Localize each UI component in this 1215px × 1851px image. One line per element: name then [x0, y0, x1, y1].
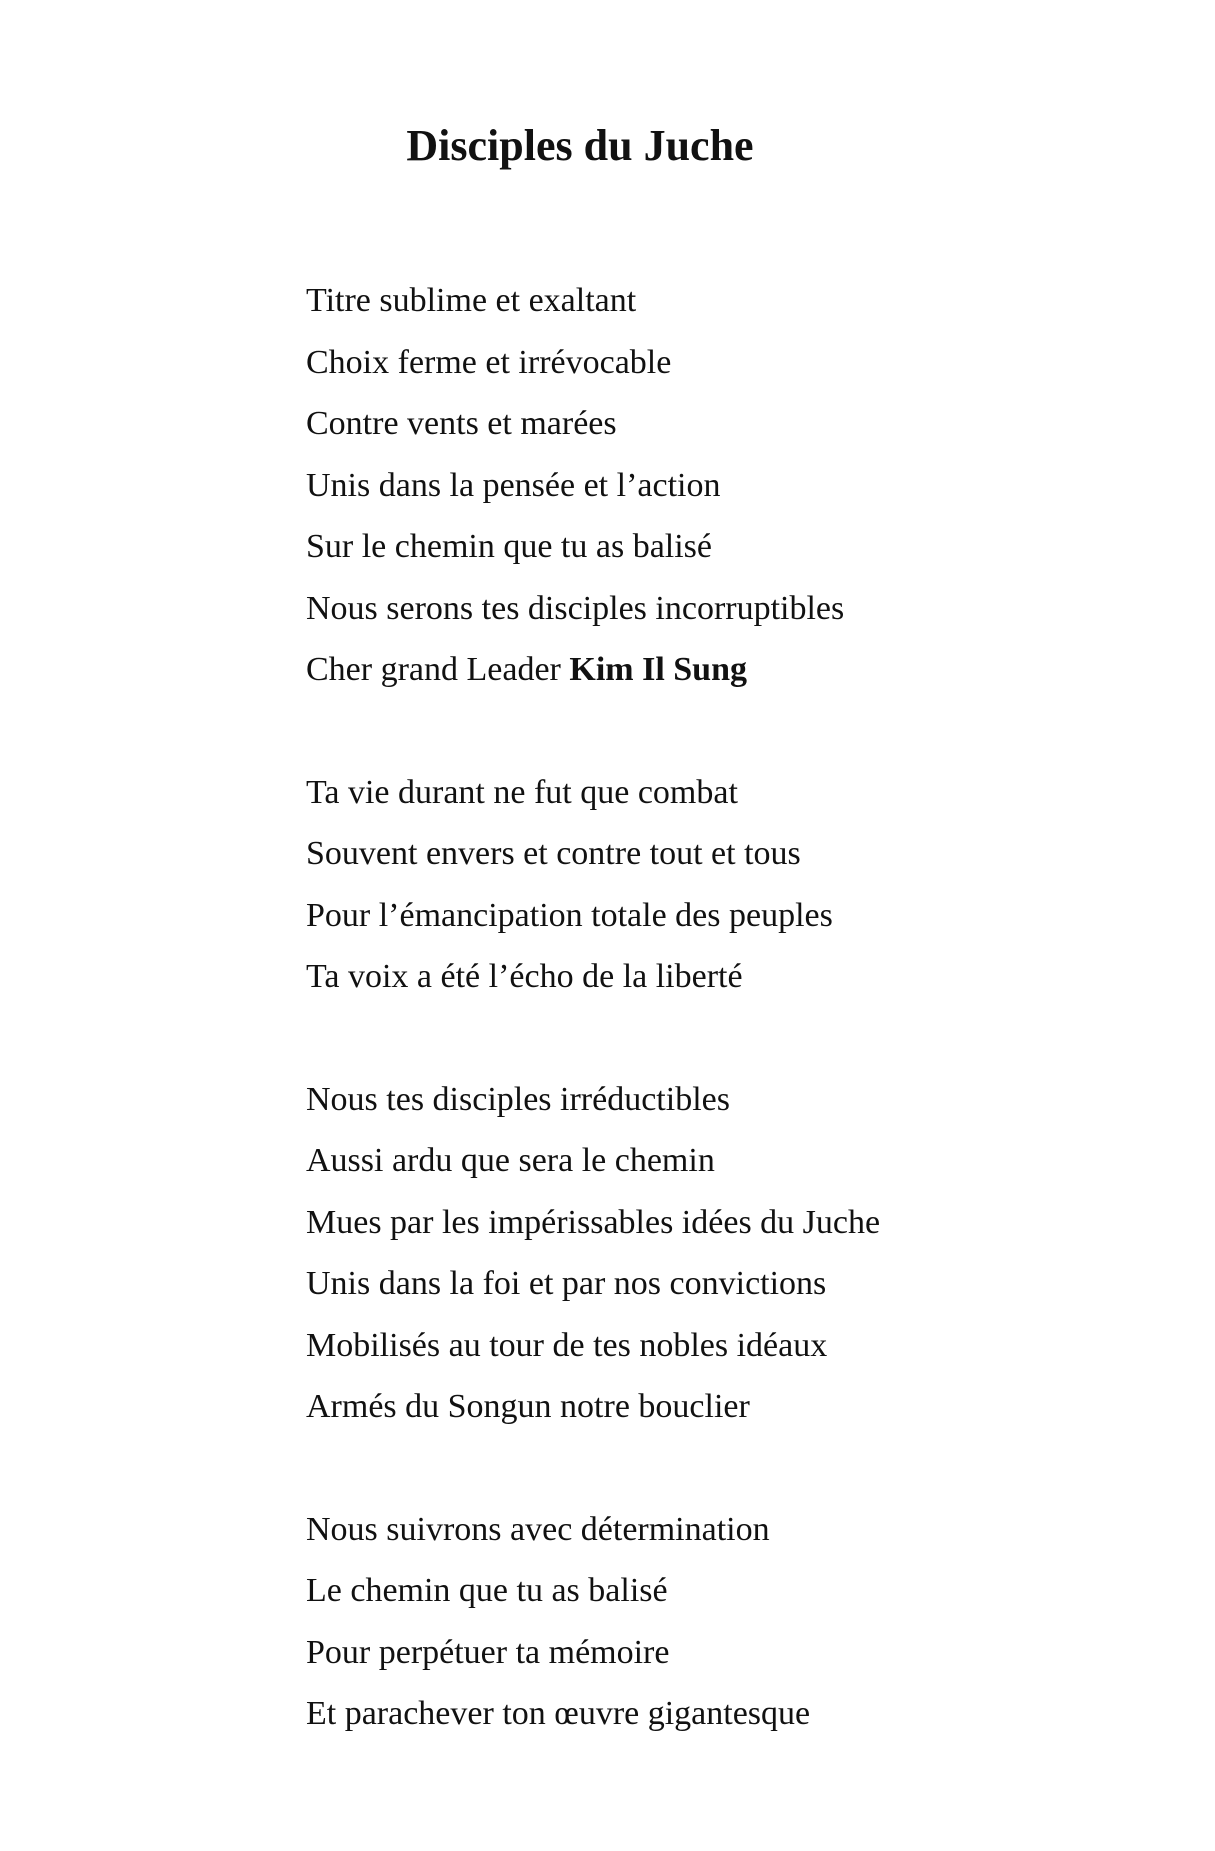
poem-line: Le chemin que tu as balisé [306, 1572, 668, 1609]
poem-line: Armés du Songun notre bouclier [306, 1388, 750, 1425]
poem-line: Sur le chemin que tu as balisé [306, 528, 713, 565]
stanza-4 [306, 1499, 1166, 1745]
poem-line: Ta voix a été l’écho de la liberté [306, 958, 743, 995]
poem-line: Pour l’émancipation totale des peuples [306, 896, 833, 934]
stanza-2 [306, 762, 1166, 1008]
poem-line: Nous tes disciples irréductibles [306, 1080, 730, 1118]
poem-line: Pour perpétuer ta mémoire [306, 1633, 670, 1671]
poem-body [306, 270, 1166, 1806]
poem-line: Nous suivrons avec détermination [306, 1510, 770, 1548]
poem-line: Ta vie durant ne fut que combat [306, 773, 738, 811]
poem-line: Unis dans la foi et par nos convictions [306, 1265, 827, 1302]
leader-name: Kim Il Sung [569, 651, 747, 688]
poem-line: Unis dans la pensée et l’action [306, 466, 721, 504]
dedication-prefix: Cher grand Leader [306, 651, 570, 688]
poem-line: Contre vents et marées [306, 405, 617, 442]
poem-line: Mobilisés au tour de tes nobles idéaux [306, 1326, 828, 1364]
poem-line: Titre sublime et exaltant [306, 282, 637, 319]
poem-line: Aussi ardu que sera le chemin [306, 1142, 715, 1179]
poem-line: Choix ferme et irrévocable [306, 343, 672, 381]
poem-line: Nous serons tes disciples incorruptibles [306, 589, 845, 627]
poem-line: Mues par les impérissables idées du Juche [306, 1203, 881, 1241]
stanza-3 [306, 1069, 1166, 1438]
poem-line: Souvent envers et contre tout et tous [306, 835, 801, 872]
poem-line-dedication [306, 639, 1166, 701]
stanza-1 [306, 270, 1166, 701]
poem-line: Et parachever ton œuvre gigantesque [306, 1695, 811, 1732]
poem-title: Disciples du Juche [406, 121, 754, 170]
